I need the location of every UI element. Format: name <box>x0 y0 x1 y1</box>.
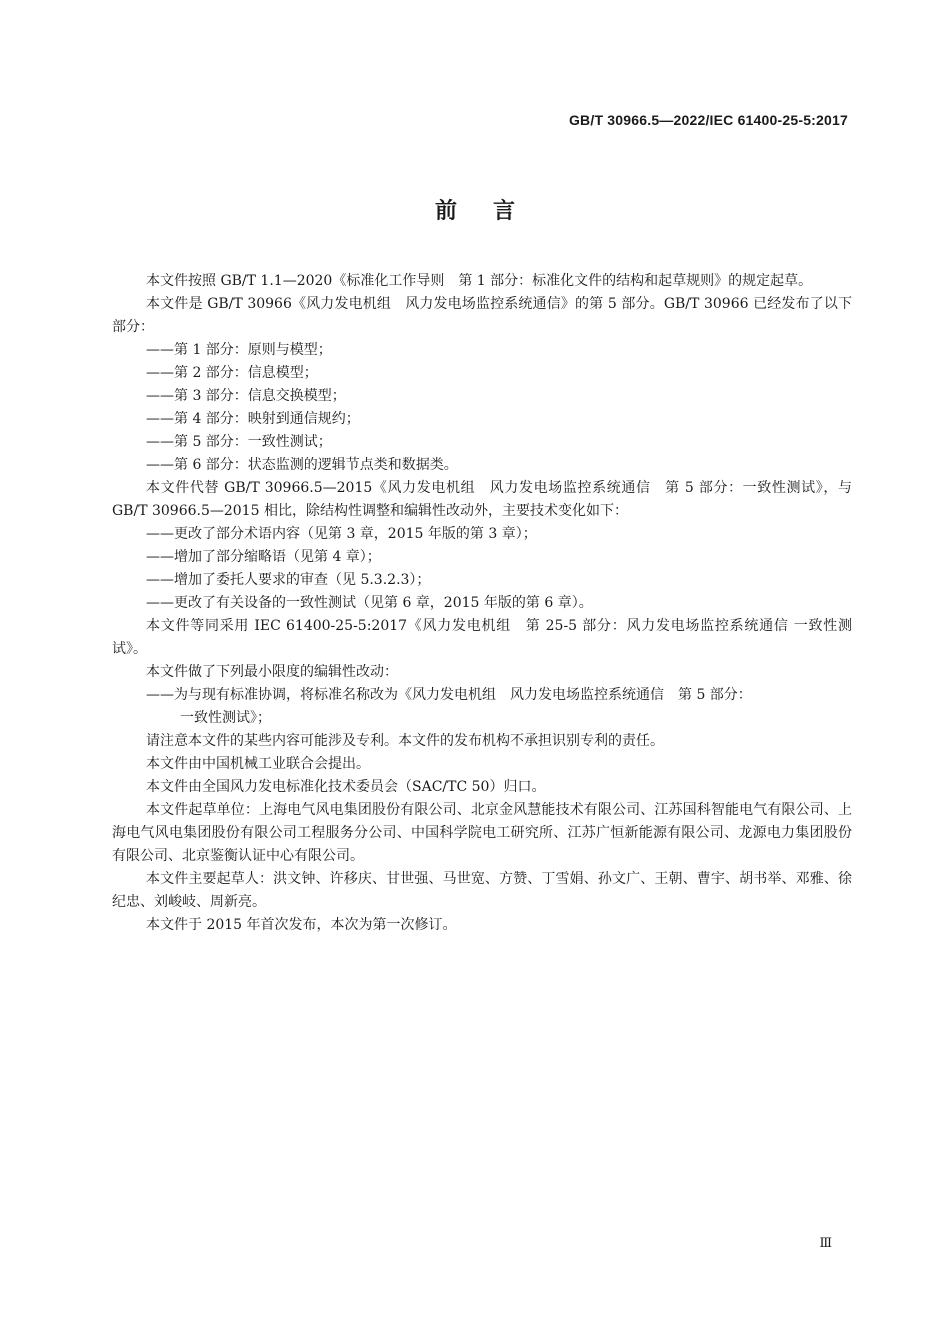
standard-code-header: GB/T 30966.5—2022/IEC 61400-25-5:2017 <box>568 112 848 128</box>
list-item: ——第 3 部分：信息交换模型； <box>146 388 346 404</box>
paragraph: 本文件于 2015 年首次发布，本次为第一次修订。 <box>146 917 457 933</box>
paragraph: 本文件是 GB/T 30966《风力发电机组 风力发电场监控系统通信》的第 5 部分。GB/T 30966 已经发布了以下部分： <box>112 296 852 335</box>
page-title: 前言 <box>434 199 551 224</box>
paragraph: 本文件按照 GB/T 1.1—2020《标准化工作导则 第 1 部分：标准化文件的结构和起草规则》的规定起草。 <box>146 273 813 289</box>
list-item: ——第 2 部分：信息模型； <box>146 365 318 381</box>
list-item: ——更改了有关设备的一致性测试（见第 6 章，2015 年版的第 6 章）。 <box>146 595 593 611</box>
paragraph: 本文件由中国机械工业联合会提出。 <box>146 756 370 772</box>
list-item: ——第 1 部分：原则与模型； <box>146 342 332 358</box>
list-item-continuation: 一致性测试》； <box>180 710 271 726</box>
paragraph: 本文件由全国风力发电标准化技术委员会（SAC/TC 50）归口。 <box>146 779 546 795</box>
list-item-line: ——为与现有标准协调，将标准名称改为《风力发电机组 风力发电场监控系统通信 第 5 部分： <box>146 687 752 703</box>
paragraph: 本文件代替 GB/T 30966.5—2015《风力发电机组 风力发电场监控系统通信 第 5 部分：一致性测试》，与 GB/T 30966.5—2015 相比，除结构性调整和编辑性改动外，主要技术变化如下： <box>112 480 852 519</box>
list-item <box>112 684 852 730</box>
list-item: ——增加了部分缩略语（见第 4 章）； <box>146 549 381 565</box>
paragraph: 请注意本文件的某些内容可能涉及专利。本文件的发布机构不承担识别专利的责任。 <box>146 733 664 749</box>
paragraph: 本文件做了下列最小限度的编辑性改动： <box>146 664 398 680</box>
list-item: ——第 5 部分：一致性测试； <box>146 434 332 450</box>
list-item: ——增加了委托人要求的审查（见 5.3.2.3）； <box>146 572 431 588</box>
paragraph: 本文件主要起草人：洪文钟、许移庆、甘世强、马世宽、方赞、丁雪娟、孙文广、王朝、曹宇、胡书举、邓雅、徐纪忠、刘峻岐、周新亮。 <box>112 871 852 910</box>
paragraph: 本文件等同采用 IEC 61400-25-5:2017《风力发电机组 第 25-5 部分：风力发电场监控系统通信 一致性测试》。 <box>112 618 852 657</box>
list-item: ——更改了部分术语内容（见第 3 章，2015 年版的第 3 章）； <box>146 526 537 542</box>
list-item: ——第 6 部分：状态监测的逻辑节点类和数据类。 <box>146 457 458 473</box>
list-item: ——第 4 部分：映射到通信规约； <box>146 411 360 427</box>
page-number: Ⅲ <box>819 1236 832 1251</box>
foreword-body <box>112 270 852 937</box>
paragraph: 本文件起草单位：上海电气风电集团股份有限公司、北京金风慧能技术有限公司、江苏国科智能电气有限公司、上海电气风电集团股份有限公司工程服务分公司、中国科学院电工研究所、江苏广恒新能源有限公司、龙源电力集团股份有限公司、北京鉴衡认证中心有限公司。 <box>112 802 852 864</box>
